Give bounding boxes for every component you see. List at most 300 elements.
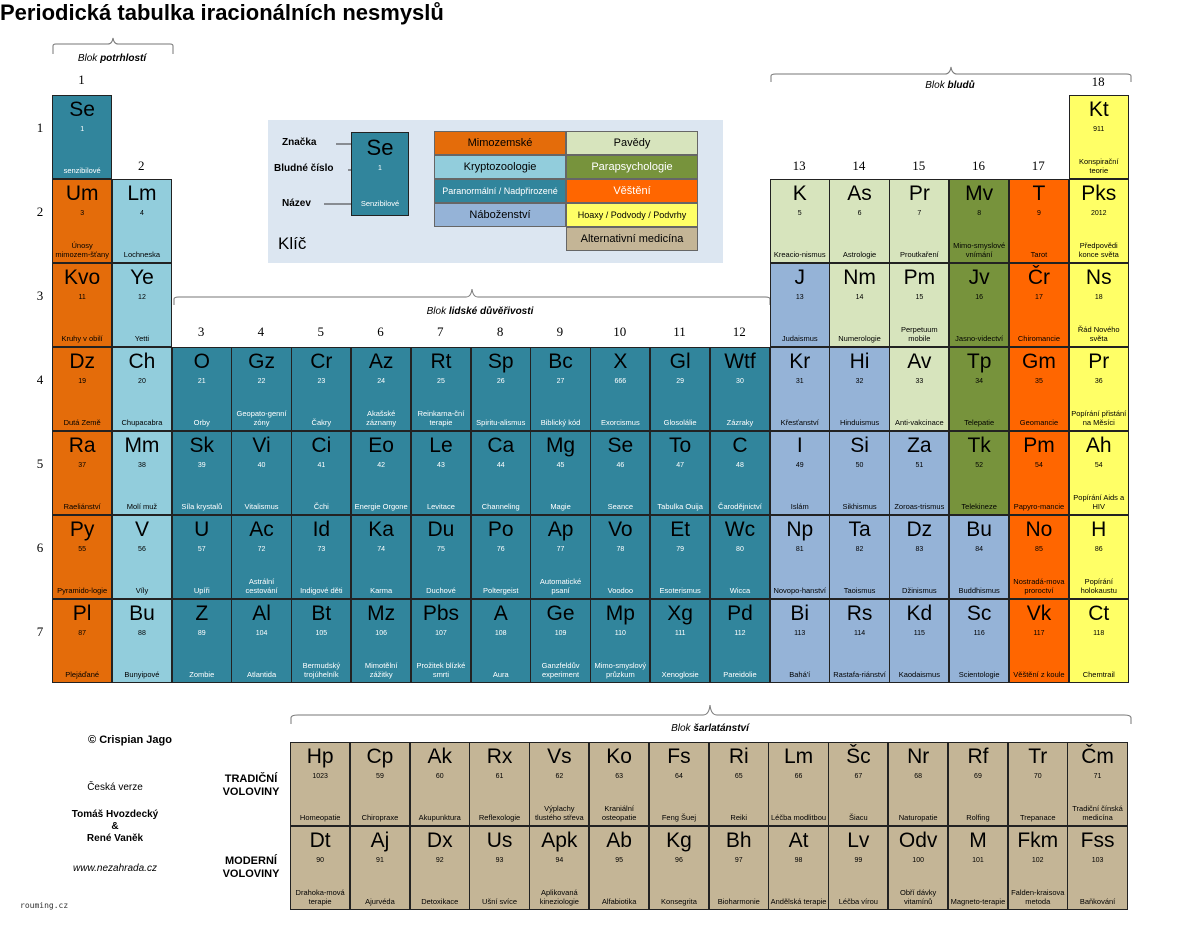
element-cell <box>291 599 351 683</box>
element-cell <box>172 515 232 599</box>
element-name: Akupunktura <box>418 813 461 822</box>
element-name: Andělská terapie <box>770 897 827 906</box>
element-number: 113 <box>794 630 806 637</box>
element-symbol: Si <box>850 434 869 457</box>
element-cell <box>52 515 112 599</box>
element-name: Mimo-smyslový průzkum <box>594 661 647 679</box>
element-cell <box>1069 431 1129 515</box>
element-cell <box>1009 263 1069 347</box>
element-symbol: U <box>194 518 210 541</box>
element-cell <box>829 599 889 683</box>
element-symbol: Kd <box>906 602 933 625</box>
element-number: 49 <box>795 462 804 469</box>
element-name: Yetti <box>134 334 150 343</box>
element-cell <box>1008 742 1068 826</box>
element-cell <box>411 431 471 515</box>
element-number: 2012 <box>1090 210 1107 217</box>
element-number: 77 <box>556 546 565 553</box>
element-symbol: Vi <box>252 434 271 457</box>
element-number: 82 <box>855 546 864 553</box>
element-name: Ušní svíce <box>482 897 518 906</box>
period-number: 7 <box>36 624 44 639</box>
element-cell <box>768 742 828 826</box>
element-name: Popírání holokaustu <box>1080 577 1117 595</box>
element-number: 21 <box>197 378 206 385</box>
element-name: Chiropraxe <box>361 813 399 822</box>
element-name: Voodoo <box>607 586 634 595</box>
traditional-row-label: TRADIČNÍ VOLOVINY <box>222 773 280 798</box>
element-cell <box>770 431 830 515</box>
element-symbol: Jv <box>968 266 990 289</box>
element-name: Chemtrail <box>1082 670 1115 679</box>
element-name: Zoroas-trismus <box>894 502 945 511</box>
element-name: Esoterismus <box>659 586 701 595</box>
element-cell <box>1067 742 1127 826</box>
element-cell <box>888 742 948 826</box>
element-cell <box>471 515 531 599</box>
element-name: Výplachy tlustého střeva <box>534 804 584 822</box>
element-number: 50 <box>855 462 864 469</box>
element-name: Alfabiotika <box>601 897 637 906</box>
element-cell <box>949 263 1009 347</box>
element-symbol: Ge <box>546 602 575 625</box>
element-number: 51 <box>915 462 924 469</box>
element-cell <box>949 179 1009 263</box>
element-number: 94 <box>555 857 564 864</box>
element-name: Bahá'í <box>789 670 811 679</box>
element-symbol: Np <box>786 518 814 541</box>
element-number: 9 <box>1036 210 1041 217</box>
group-number: 5 <box>317 324 324 339</box>
element-name: Chiromancie <box>1017 334 1060 343</box>
element-number: 116 <box>973 630 985 637</box>
element-name: Léčba vírou <box>838 897 878 906</box>
element-number: 25 <box>437 378 445 385</box>
element-number: 93 <box>495 857 504 864</box>
element-name: Raeliánství <box>63 502 101 511</box>
element-number: 114 <box>853 630 866 637</box>
element-number: 42 <box>377 462 386 469</box>
element-cell <box>828 826 888 910</box>
element-symbol: Gz <box>248 350 275 373</box>
element-cell <box>530 599 590 683</box>
element-symbol: Eo <box>368 434 394 457</box>
element-cell <box>411 599 471 683</box>
element-symbol: Lm <box>783 745 814 768</box>
element-name: Ajurvéda <box>365 897 395 906</box>
element-cell <box>172 347 232 431</box>
element-symbol: Bu <box>966 518 992 541</box>
element-cell <box>1009 599 1069 683</box>
element-name: Plejáďané <box>65 670 100 679</box>
element-number: 110 <box>614 630 626 637</box>
element-number: 86 <box>1094 546 1103 553</box>
element-name: Řád Nového světa <box>1077 325 1120 343</box>
element-symbol: Gl <box>669 350 691 373</box>
element-name: Mimotělní zážitky <box>364 661 398 679</box>
element-name: Telekineze <box>961 502 997 511</box>
element-symbol: Dx <box>426 829 453 852</box>
element-cell <box>469 826 529 910</box>
element-number: 38 <box>138 462 146 469</box>
element-cell <box>291 347 351 431</box>
website: www.nezahrada.cz <box>73 863 157 874</box>
element-symbol: Rf <box>967 745 989 768</box>
element-name: Rolfing <box>966 813 990 822</box>
legend-item-nabozenstvi: Náboženství <box>434 203 566 227</box>
element-number: 36 <box>1094 378 1103 385</box>
element-symbol: Ra <box>68 434 96 457</box>
element-cell <box>888 826 948 910</box>
element-symbol: Du <box>427 518 455 541</box>
element-name: Kraniální osteopatie <box>601 804 637 822</box>
element-number: 52 <box>975 462 984 469</box>
element-name: Šiacu <box>848 813 868 822</box>
element-number: 11 <box>78 294 86 301</box>
element-number: 101 <box>972 857 984 864</box>
element-number: 83 <box>915 546 924 553</box>
element-cell <box>52 347 112 431</box>
element-name: Scientologie <box>958 670 1000 679</box>
element-name: Reflexologie <box>478 813 521 822</box>
element-cell <box>1009 179 1069 263</box>
element-number: 55 <box>78 546 87 553</box>
element-number: 72 <box>257 546 266 553</box>
element-symbol: H <box>1091 518 1107 541</box>
element-symbol: Ah <box>1085 434 1112 457</box>
element-number: 22 <box>257 378 266 385</box>
element-name: Islám <box>790 502 809 511</box>
group-number: 7 <box>437 324 444 339</box>
element-symbol: T <box>1032 182 1046 205</box>
element-name: Hinduismus <box>839 418 880 427</box>
element-name: Dutá Země <box>63 418 101 427</box>
element-number: 97 <box>734 857 743 864</box>
element-cell <box>469 742 529 826</box>
element-name: Astrologie <box>842 250 877 259</box>
element-name: Detoxikace <box>421 897 459 906</box>
element-symbol: Bc <box>548 350 573 373</box>
element-number: 8 <box>977 210 982 217</box>
element-symbol: V <box>134 518 149 541</box>
element-number: 63 <box>615 773 624 780</box>
element-name: Vitalismus <box>244 502 279 511</box>
element-name: Papyro-mancie <box>1013 502 1065 511</box>
element-cell <box>589 742 649 826</box>
element-symbol: Vk <box>1026 602 1052 625</box>
element-name: Léčba modlitbou <box>771 813 827 822</box>
element-number: 20 <box>138 378 146 385</box>
element-name: Homeopatie <box>299 813 341 822</box>
element-name: Chupacabra <box>121 418 163 427</box>
element-cell <box>590 599 650 683</box>
element-name: Kreacio-nismus <box>773 250 826 259</box>
element-symbol: Ak <box>427 745 452 768</box>
block-name: bludů <box>947 80 975 91</box>
watermark: rouming.cz <box>20 901 69 910</box>
element-cell <box>770 347 830 431</box>
element-name: Numerologie <box>838 334 881 343</box>
element-symbol: Pr <box>908 182 930 205</box>
element-number: 5 <box>797 210 802 217</box>
element-name: Popírání přistání na Měsíci <box>1071 409 1127 427</box>
element-symbol: Mp <box>605 602 635 625</box>
group-number: 18 <box>1091 74 1105 89</box>
element-name: Poltergeist <box>483 586 519 595</box>
element-number: 45 <box>556 462 565 469</box>
element-symbol: Le <box>429 434 453 457</box>
element-name: Akašské záznamy <box>366 409 397 427</box>
element-name: Mimo-smyslové vnímání <box>953 241 1006 259</box>
element-name: Ganzfeldův experiment <box>541 661 580 679</box>
element-cell <box>350 826 410 910</box>
element-symbol: Ns <box>1085 266 1112 289</box>
element-symbol: Az <box>368 350 394 373</box>
element-number: 107 <box>435 630 447 637</box>
element-number: 105 <box>315 630 328 637</box>
element-name: Proutkaření <box>899 250 939 259</box>
element-symbol: Hp <box>306 745 334 768</box>
element-cell <box>231 347 291 431</box>
key-sample-number: 1 <box>378 165 382 172</box>
element-number: 109 <box>554 630 567 637</box>
element-name: Kaodaismus <box>898 670 940 679</box>
element-name: Čchi <box>313 502 329 511</box>
element-name: Seance <box>607 502 634 511</box>
element-symbol: I <box>796 434 803 457</box>
legend-item-alternativni: Alternativní medicína <box>566 227 698 251</box>
element-name: Geomancie <box>1019 418 1059 427</box>
element-name: Tabulka Ouija <box>657 502 703 511</box>
element-name: Magneto-terapie <box>950 897 1006 906</box>
element-number: 35 <box>1035 378 1043 385</box>
element-number: 70 <box>1033 773 1042 780</box>
element-name: Konspirační teorie <box>1078 157 1119 175</box>
element-symbol: Sc <box>966 602 992 625</box>
element-name: Indigové děti <box>300 586 343 595</box>
element-number: 104 <box>255 630 268 637</box>
element-symbol: As <box>847 182 872 205</box>
element-symbol: K <box>792 182 807 205</box>
element-number: 43 <box>437 462 445 469</box>
element-number: 100 <box>912 857 924 864</box>
element-cell <box>291 515 351 599</box>
element-number: 44 <box>496 462 505 469</box>
element-symbol: Av <box>907 350 932 373</box>
element-number: 6 <box>857 210 862 217</box>
element-symbol: Pd <box>727 602 753 625</box>
author-ampersand: & <box>111 821 119 832</box>
element-name: Aura <box>492 670 509 679</box>
element-cell <box>172 599 232 683</box>
element-cell <box>1009 347 1069 431</box>
element-name: Levitace <box>426 502 455 511</box>
element-number: 78 <box>616 546 625 553</box>
element-symbol: Čm <box>1081 745 1114 768</box>
element-cell <box>529 826 589 910</box>
element-symbol: Mm <box>124 434 160 457</box>
element-cell <box>530 347 590 431</box>
group-number: 17 <box>1031 158 1045 173</box>
element-symbol: Wtf <box>724 350 756 373</box>
element-symbol: Ri <box>728 745 749 768</box>
element-name: Judaismus <box>781 334 818 343</box>
element-number: 76 <box>496 546 505 553</box>
element-symbol: A <box>493 602 508 625</box>
element-name: Naturopatie <box>898 813 938 822</box>
element-cell <box>828 742 888 826</box>
group-number: 12 <box>732 324 746 339</box>
element-cell <box>1069 515 1129 599</box>
element-number: 56 <box>138 546 146 553</box>
element-number: 85 <box>1035 546 1043 553</box>
czech-version: Česká verze <box>87 782 143 793</box>
element-cell <box>231 599 291 683</box>
element-cell <box>530 515 590 599</box>
element-cell <box>1069 95 1129 179</box>
element-cell <box>52 599 112 683</box>
element-name: Karma <box>370 586 393 595</box>
element-symbol: Sk <box>189 434 214 457</box>
element-name: Obří dávky vitamínů <box>900 888 937 906</box>
group-number: 3 <box>197 324 205 339</box>
block-name: lidské důvěřivosti <box>448 306 534 317</box>
element-cell <box>530 431 590 515</box>
element-number: 73 <box>317 546 326 553</box>
element-cell <box>410 826 470 910</box>
element-symbol: Py <box>69 518 95 541</box>
element-symbol: Apk <box>541 829 578 852</box>
legend-item-vesteni: Věštění <box>566 179 698 203</box>
element-number: 66 <box>794 773 803 780</box>
element-number: 32 <box>855 378 864 385</box>
element-name: Drahoka-mová terapie <box>295 888 345 906</box>
element-symbol: Ci <box>311 434 332 457</box>
element-symbol: Cp <box>366 745 394 768</box>
element-number: 95 <box>615 857 624 864</box>
element-name: Čakry <box>311 418 332 427</box>
element-cell <box>112 515 172 599</box>
element-cell <box>1069 599 1129 683</box>
element-name: Bermudský trojúhelník <box>302 661 341 679</box>
element-symbol: Mz <box>367 602 396 625</box>
element-number: 23 <box>317 378 326 385</box>
element-cell <box>829 347 889 431</box>
element-name: Xenoglosie <box>661 670 699 679</box>
element-number: 34 <box>975 378 984 385</box>
element-symbol: Mg <box>545 434 576 457</box>
element-name: Molí muž <box>126 502 158 511</box>
element-cell <box>351 599 411 683</box>
element-cell <box>650 599 710 683</box>
key-label-number: Bludné číslo <box>274 163 334 174</box>
element-name: Upíři <box>193 586 210 595</box>
element-symbol: Ab <box>606 829 632 852</box>
element-symbol: Pbs <box>422 602 460 625</box>
element-symbol: Lv <box>847 829 870 852</box>
element-cell <box>709 742 769 826</box>
block-prefix: Blok <box>925 80 948 91</box>
element-symbol: Kt <box>1088 98 1109 121</box>
element-cell <box>351 515 411 599</box>
element-number: 74 <box>377 546 386 553</box>
element-symbol: Ch <box>128 350 156 373</box>
element-number: 88 <box>138 630 146 637</box>
element-symbol: No <box>1025 518 1053 541</box>
element-number: 90 <box>316 857 325 864</box>
element-symbol: Dz <box>69 350 95 373</box>
element-number: 115 <box>913 630 925 637</box>
element-cell <box>889 515 949 599</box>
element-cell <box>52 95 112 179</box>
element-number: 47 <box>676 462 685 469</box>
element-symbol: Se <box>607 434 634 457</box>
element-symbol: Šc <box>846 745 871 768</box>
element-cell <box>351 431 411 515</box>
element-name: Energie Orgone <box>354 502 408 511</box>
element-symbol: Pm <box>1023 434 1055 457</box>
key-sample-name: Senzibilové <box>360 199 400 208</box>
element-cell <box>589 826 649 910</box>
element-number: 118 <box>1093 630 1105 637</box>
element-cell <box>770 515 830 599</box>
element-number: 1023 <box>312 773 328 780</box>
element-cell <box>829 263 889 347</box>
brace-sarlatanstvi <box>290 700 1132 726</box>
element-symbol: Pks <box>1081 182 1117 205</box>
element-symbol: Tp <box>966 350 992 373</box>
element-name: Aplikovaná kineziologie <box>539 888 579 906</box>
key-connector-lines <box>268 120 358 220</box>
element-name: Novopo-hanství <box>773 586 826 595</box>
element-number: 18 <box>1094 294 1103 301</box>
element-cell <box>1009 431 1069 515</box>
element-number: 117 <box>1033 630 1045 637</box>
element-symbol: Pr <box>1088 350 1110 373</box>
element-symbol: Se <box>69 98 95 121</box>
element-number: 37 <box>78 462 87 469</box>
key-panel <box>268 120 723 263</box>
element-number: 62 <box>555 773 564 780</box>
element-number: 84 <box>975 546 984 553</box>
period-number: 1 <box>36 120 44 135</box>
element-symbol: C <box>732 434 748 457</box>
element-number: 27 <box>556 378 565 385</box>
element-symbol: Hi <box>849 350 870 373</box>
element-symbol: Rx <box>486 745 513 768</box>
element-cell <box>710 515 770 599</box>
element-symbol: Cr <box>310 350 333 373</box>
element-name: Pyramido-logie <box>57 586 108 595</box>
element-number: 96 <box>675 857 683 864</box>
element-name: Rastafa-riánství <box>833 670 886 679</box>
element-cell <box>350 742 410 826</box>
element-cell <box>649 826 709 910</box>
element-cell <box>52 263 112 347</box>
element-name: Prožitek blízké smrti <box>416 661 466 679</box>
element-name: Geopato-genní zóny <box>236 409 287 427</box>
element-name: Atlantida <box>246 670 277 679</box>
element-symbol: Fss <box>1080 829 1115 852</box>
element-cell <box>590 515 650 599</box>
element-number: 75 <box>437 546 445 553</box>
element-cell <box>949 347 1009 431</box>
block-prefix: Blok <box>77 53 101 64</box>
element-symbol: Vo <box>608 518 633 541</box>
element-cell <box>410 742 470 826</box>
element-symbol: Ca <box>487 434 515 457</box>
element-name: Popírání Aids a HIV <box>1073 493 1125 511</box>
